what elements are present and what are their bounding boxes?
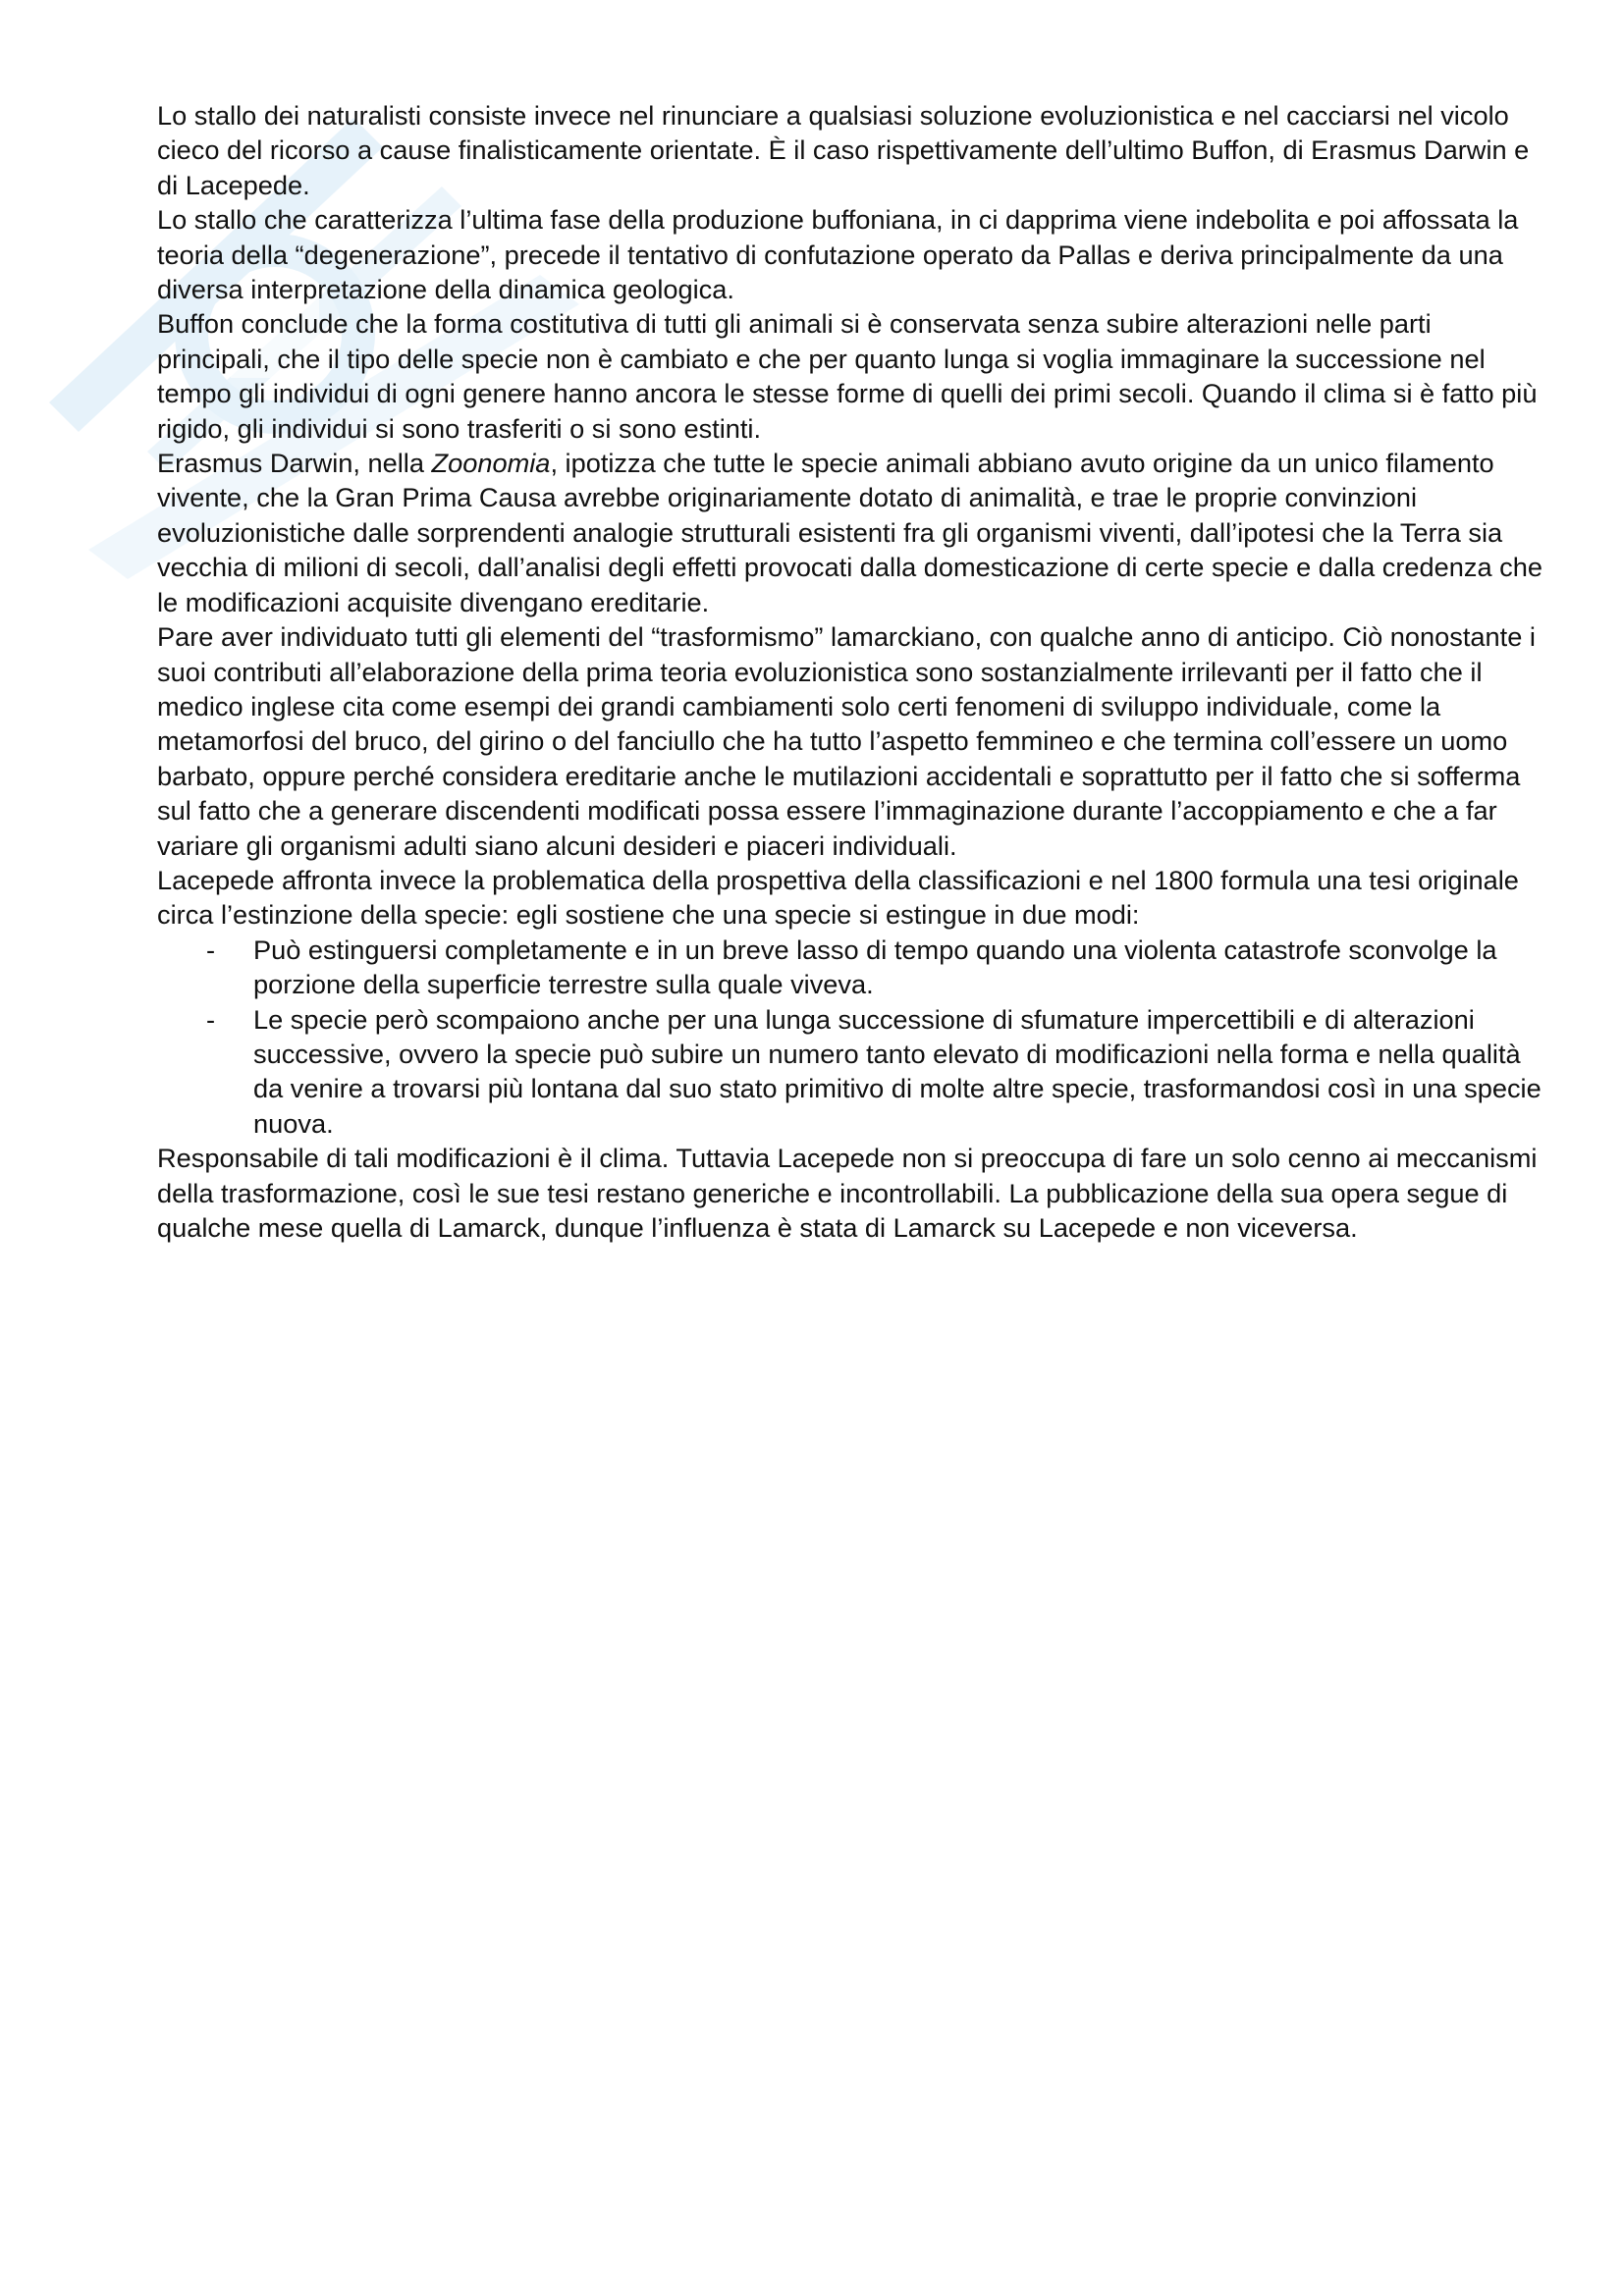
paragraph-buffon-conclusion: Buffon conclude che la forma costitutiva di tutti gli animali si è conservata senza subire alterazioni nelle parti principali, che il tipo delle specie non è cambiato e che per quanto lunga si voglia immaginare la successione nel tempo gli individui di ogni genere hanno ancora le stesse forme di quelli dei primi secoli. Quando il clima si è fatto più rigido, gli individui si sono trasferiti o si sono estinti. bbox=[157, 308, 1538, 444]
paragraph-intro: Lo stallo dei naturalisti consiste invece nel rinunciare a qualsiasi soluzione evoluzionistica e nel cacciarsi nel vicolo cieco del ricorso a cause finalisticamente orientate. È il caso rispettivamente dell’ultimo Buffon, di Erasmus Darwin e di Lacepede. bbox=[157, 100, 1530, 200]
book-title-zoonomia: Zoonomia bbox=[431, 448, 551, 479]
list-item: - Può estinguersi completamente e in un breve lasso di tempo quando una violenta catastrofe sconvolge la porzione della superficie terrestre sulla quale viveva. bbox=[253, 933, 1551, 1002]
list-item: - Le specie però scompaiono anche per una lunga successione di sfumature impercettibili e di alterazioni successive, ovvero la specie può subire un numero tanto elevato di modificazioni nella forma e nella qualità da venire a trovarsi più lontana dal suo stato primitivo di molte altre specie, trasformandosi così in una specie nuova. bbox=[253, 1002, 1551, 1142]
paragraph-erasmus-darwin bbox=[157, 446, 1551, 619]
paragraph-buffon-stallo: Lo stallo che caratterizza l’ultima fase della produzione buffoniana, in ci dapprima viene indebolita e poi affossata la teoria della “degenerazione”, precede il tentativo di confutazione operato da Pallas e deriva principalmente da una diversa interpretazione della dinamica geologica. bbox=[157, 204, 1519, 305]
text-segment: , ipotizza che tutte le specie animali abbiano avuto origine da un unico filamento vivente, che la Gran Prima Causa avrebbe originariamente dotato di animalità, e trae le proprie convinzioni evoluzionistiche dalle sorprendenti analogie strutturali esistenti fra gli organismi viventi, dall’ipotesi che la Terra sia vecchia di milioni di secoli, dall’analisi degli effetti provocati dalla domesticazione di certe specie e dalla credenza che le modificazioni acquisite divengano ereditarie. bbox=[157, 448, 1543, 617]
paragraph-trasformismo: Pare aver individuato tutti gli elementi del “trasformismo” lamarckiano, con qualche anno di anticipo. Ciò nonostante i suoi contributi all’elaborazione della prima teoria evoluzionistica sono sostanzialmente irrilevanti per il fatto che il medico inglese cita come esempi dei grandi cambiamenti solo certi fenomeni di sviluppo individuale, come la metamorfosi del bruco, del girino o del fanciullo che ha tutto l’aspetto femmineo e che termina coll’essere un uomo barbato, oppure perché considera ereditarie anche le mutilazioni accidentali e soprattutto per il fatto che si sofferma sul fatto che a generare discendenti modificati possa essere l’immaginazione durante l’accoppiamento e che a far variare gli organismi adulti siano alcuni desideri e piaceri individuali. bbox=[157, 621, 1536, 861]
document-body bbox=[157, 98, 1551, 1245]
extinction-modes-list bbox=[157, 933, 1551, 1141]
paragraph-lacepede: Lacepede affronta invece la problematica della prospettiva della classificazioni e nel 1800 formula una tesi originale circa l’estinzione della specie: egli sostiene che una specie si estingue in due modi: bbox=[157, 864, 1519, 931]
paragraph-conclusion: Responsabile di tali modificazioni è il clima. Tuttavia Lacepede non si preoccupa di fare un solo cenno ai meccanismi della trasformazione, così le sue tesi restano generiche e incontrollabili. La pubblicazione della sua opera segue di qualche mese quella di Lamarck, dunque l’influenza è stata di Lamarck su Lacepede e non viceversa. bbox=[157, 1143, 1538, 1243]
text-segment: Erasmus Darwin, nella bbox=[157, 448, 432, 479]
